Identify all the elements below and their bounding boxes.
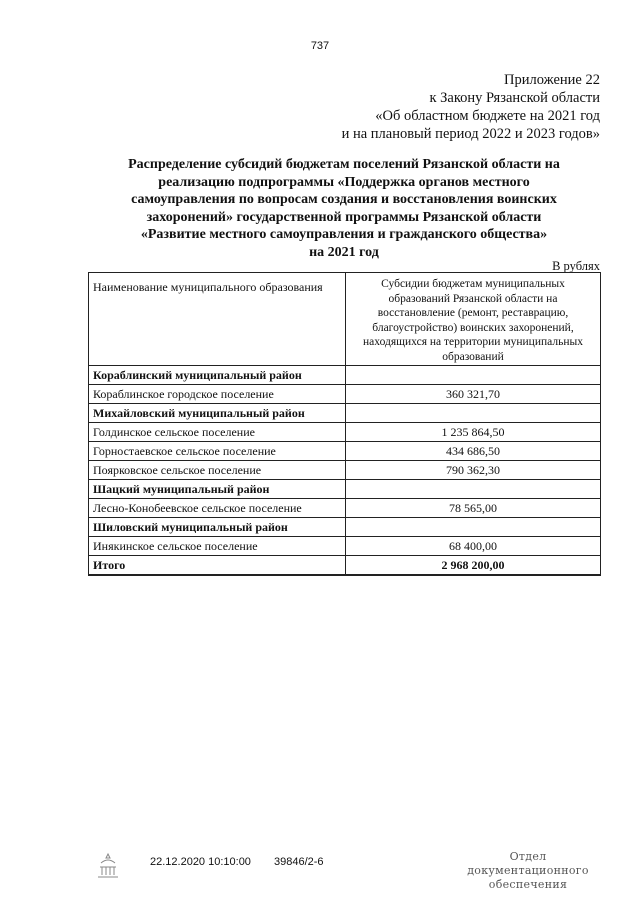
footer-datetime: 22.12.2020 10:10:00 bbox=[150, 856, 251, 868]
amount-cell: 68 400,00 bbox=[346, 537, 601, 556]
table-row bbox=[89, 537, 601, 556]
amount-cell bbox=[346, 480, 601, 499]
units-label: В рублях bbox=[552, 259, 600, 273]
title-line: реализацию подпрограммы «Поддержка органов местного bbox=[158, 174, 530, 190]
appendix-line: «Об областном бюджете на 2021 год bbox=[375, 108, 600, 124]
settlement-name-cell: Кораблинское городское поселение bbox=[89, 385, 346, 404]
total-amount-cell: 2 968 200,00 bbox=[346, 556, 601, 576]
header-name-cell: Наименование муниципального образования bbox=[89, 273, 346, 366]
table-row bbox=[89, 442, 601, 461]
district-name-cell: Шацкий муниципальный район bbox=[89, 480, 346, 499]
stamp-line: обеспечения bbox=[488, 878, 568, 891]
appendix-note bbox=[342, 71, 600, 143]
table-row bbox=[89, 404, 601, 423]
settlement-name-cell: Голдинское сельское поселение bbox=[89, 423, 346, 442]
total-row bbox=[89, 556, 601, 576]
amount-cell bbox=[346, 404, 601, 423]
amount-cell: 434 686,50 bbox=[346, 442, 601, 461]
appendix-line: и на плановый период 2022 и 2023 годов» bbox=[341, 126, 600, 142]
department-stamp bbox=[448, 850, 608, 892]
amount-cell: 1 235 864,50 bbox=[346, 423, 601, 442]
table-row bbox=[89, 499, 601, 518]
stamp-line: Отдел документационного bbox=[467, 850, 589, 877]
page-number: 737 bbox=[310, 40, 330, 52]
settlement-name-cell: Лесно-Конобеевское сельское поселение bbox=[89, 499, 346, 518]
appendix-line: к Закону Рязанской области bbox=[429, 90, 600, 106]
total-label-cell: Итого bbox=[89, 556, 346, 576]
footer-doc-number: 39846/2-6 bbox=[274, 856, 324, 868]
table-row bbox=[89, 423, 601, 442]
district-name-cell: Шиловский муниципальный район bbox=[89, 518, 346, 537]
amount-cell bbox=[346, 518, 601, 537]
table-row bbox=[89, 366, 601, 385]
subsidies-table bbox=[88, 272, 601, 576]
header-amount-cell: Субсидии бюджетам муниципальных образований Рязанской области на восстановление (ремонт, реставрацию, благоустройство) воинских захоронений, находящихся на территории муниципальных образований bbox=[346, 273, 601, 366]
title-line: на 2021 год bbox=[309, 244, 379, 260]
emblem-icon bbox=[95, 851, 121, 881]
footer-metadata bbox=[150, 856, 344, 868]
district-name-cell: Кораблинский муниципальный район bbox=[89, 366, 346, 385]
title-line: самоуправления по вопросам создания и восстановления воинских bbox=[131, 192, 557, 207]
amount-cell bbox=[346, 366, 601, 385]
table-row bbox=[89, 461, 601, 480]
settlement-name-cell: Горностаевское сельское поселение bbox=[89, 442, 346, 461]
district-name-cell: Михайловский муниципальный район bbox=[89, 404, 346, 423]
title-line: Распределение субсидий бюджетам поселений Рязанской области на bbox=[128, 157, 560, 172]
table-row bbox=[89, 518, 601, 537]
appendix-line: Приложение 22 bbox=[504, 72, 600, 88]
title-line: «Развитие местного самоуправления и гражданского общества» bbox=[140, 227, 548, 242]
table-header-row bbox=[89, 273, 601, 366]
amount-cell: 790 362,30 bbox=[346, 461, 601, 480]
table-row bbox=[89, 385, 601, 404]
document-title bbox=[92, 156, 596, 261]
table-row bbox=[89, 480, 601, 499]
settlement-name-cell: Поярковское сельское поселение bbox=[89, 461, 346, 480]
amount-cell: 360 321,70 bbox=[346, 385, 601, 404]
settlement-name-cell: Инякинское сельское поселение bbox=[89, 537, 346, 556]
title-line: захоронений» государственной программы Рязанской области bbox=[146, 209, 542, 225]
amount-cell: 78 565,00 bbox=[346, 499, 601, 518]
